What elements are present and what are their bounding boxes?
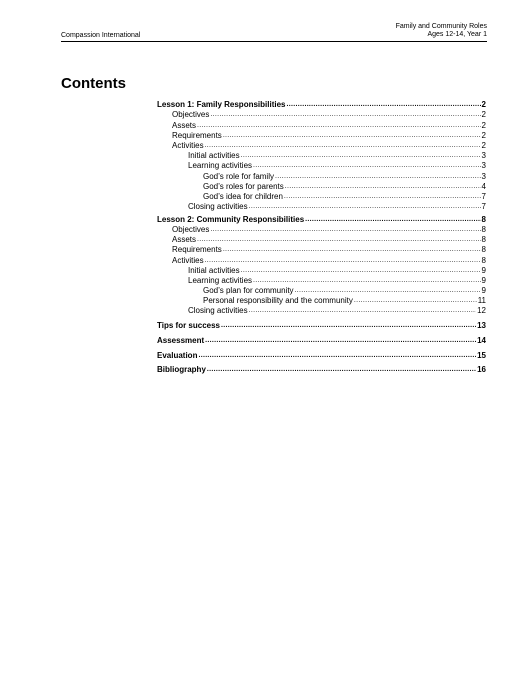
toc-entry-page-number: 3: [481, 151, 486, 161]
toc-dot-leader: [205, 141, 481, 151]
toc-dot-leader: [286, 100, 480, 110]
toc-entry-page-number: 9: [481, 265, 486, 275]
toc-entry-page-number: 3: [481, 161, 486, 171]
toc-dot-leader: [284, 192, 481, 202]
toc-entry[interactable]: [157, 306, 486, 316]
header-audience: Ages 12-14, Year 1: [427, 31, 487, 38]
toc-dot-leader: [253, 161, 481, 171]
toc-entry-page-number: 15: [477, 350, 486, 360]
toc-entry-label: God’s roles for parents: [203, 181, 284, 191]
toc-entry-page-number: 8: [481, 214, 486, 224]
toc-entry-page-number: 2: [481, 110, 486, 120]
toc-entry-label: Lesson 1: Family Responsibilities: [157, 100, 286, 110]
toc-entry[interactable]: [157, 350, 486, 360]
toc-entry-label: Initial activities: [188, 151, 240, 161]
toc-dot-leader: [205, 336, 476, 346]
toc-entry-label: Evaluation: [157, 350, 198, 360]
toc-entry[interactable]: [157, 296, 486, 306]
toc-entry-page-number: 9: [481, 275, 486, 285]
toc-entry-page-number: 12: [477, 306, 486, 316]
toc-entry[interactable]: [157, 321, 486, 331]
toc-entry[interactable]: [157, 245, 486, 255]
toc-dot-leader: [241, 266, 481, 276]
page-header: [61, 25, 487, 42]
toc-dot-leader: [249, 202, 481, 212]
toc-dot-leader: [305, 215, 480, 225]
toc-entry[interactable]: [157, 131, 486, 141]
header-doc-title: Family and Community Roles: [395, 23, 487, 30]
toc-dot-leader: [295, 286, 481, 296]
toc-dot-leader: [210, 225, 480, 235]
toc-entry[interactable]: [157, 141, 486, 151]
toc-entry[interactable]: [157, 215, 486, 225]
toc-dot-leader: [285, 182, 481, 192]
toc-entry-page-number: 2: [481, 130, 486, 140]
toc-entry-page-number: 2: [481, 120, 486, 130]
toc-entry-label: Bibliography: [157, 365, 206, 375]
toc-entry-page-number: 16: [477, 365, 486, 375]
toc-entry[interactable]: [157, 255, 486, 265]
toc-entry[interactable]: [157, 202, 486, 212]
toc-dot-leader: [249, 306, 477, 316]
toc-entry-label: Closing activities: [188, 306, 248, 316]
toc-entry[interactable]: [157, 100, 486, 110]
toc-entry-page-number: 14: [477, 335, 486, 345]
toc-dot-leader: [207, 365, 476, 375]
toc-entry[interactable]: [157, 171, 486, 181]
toc-entry-label: Objectives: [172, 224, 210, 234]
toc-entry-page-number: 8: [481, 235, 486, 245]
toc-entry-page-number: 3: [481, 171, 486, 181]
toc-entry-label: Assets: [172, 235, 197, 245]
toc-entry[interactable]: [157, 286, 486, 296]
toc-entry-label: Personal responsibility and the community: [203, 296, 353, 306]
toc-entry[interactable]: [157, 120, 486, 130]
toc-entry-label: Activities: [172, 140, 204, 150]
page-title: Contents: [61, 75, 126, 92]
toc-entry-page-number: 11: [477, 296, 486, 306]
toc-entry[interactable]: [157, 235, 486, 245]
toc-entry-label: Requirements: [172, 130, 222, 140]
table-of-contents: [157, 100, 486, 375]
toc-entry[interactable]: [157, 365, 486, 375]
toc-entry-page-number: 4: [481, 181, 486, 191]
toc-entry-label: Tips for success: [157, 321, 220, 331]
toc-entry-label: God’s plan for community: [203, 286, 294, 296]
toc-entry-page-number: 9: [481, 286, 486, 296]
toc-dot-leader: [205, 256, 481, 266]
toc-entry[interactable]: [157, 192, 486, 202]
toc-entry-page-number: 8: [481, 245, 486, 255]
toc-entry-page-number: 7: [481, 202, 486, 212]
toc-entry-label: Requirements: [172, 245, 222, 255]
toc-dot-leader: [223, 245, 481, 255]
toc-entry-label: Assets: [172, 120, 197, 130]
toc-entry-label: Activities: [172, 255, 204, 265]
toc-entry-label: Closing activities: [188, 202, 248, 212]
toc-entry[interactable]: [157, 266, 486, 276]
toc-entry-label: Lesson 2: Community Responsibilities: [157, 214, 305, 224]
toc-dot-leader: [221, 321, 476, 331]
toc-entry[interactable]: [157, 161, 486, 171]
toc-entry-page-number: 8: [481, 224, 486, 234]
toc-entry-label: God’s role for family: [203, 171, 274, 181]
toc-entry-label: Initial activities: [188, 265, 240, 275]
toc-entry-label: Learning activities: [188, 275, 253, 285]
toc-entry-page-number: 2: [481, 100, 486, 110]
toc-dot-leader: [197, 121, 481, 131]
toc-entry-label: Assessment: [157, 335, 205, 345]
toc-entry[interactable]: [157, 151, 486, 161]
toc-dot-leader: [253, 276, 481, 286]
toc-entry[interactable]: [157, 182, 486, 192]
toc-dot-leader: [241, 151, 481, 161]
toc-entry-page-number: 7: [481, 191, 486, 201]
toc-entry-label: Objectives: [172, 110, 210, 120]
toc-entry-page-number: 8: [481, 255, 486, 265]
header-organization: Compassion International: [61, 32, 141, 39]
toc-entry[interactable]: [157, 110, 486, 120]
toc-entry-page-number: 13: [477, 321, 486, 331]
toc-dot-leader: [197, 235, 481, 245]
toc-entry[interactable]: [157, 225, 486, 235]
header-right: [396, 23, 487, 39]
toc-entry-label: God’s idea for children: [203, 191, 283, 201]
toc-dot-leader: [354, 296, 477, 306]
toc-entry-page-number: 2: [481, 140, 486, 150]
toc-dot-leader: [198, 351, 476, 361]
toc-dot-leader: [275, 172, 481, 182]
toc-dot-leader: [210, 110, 480, 120]
toc-entry[interactable]: [157, 336, 486, 346]
toc-entry-label: Learning activities: [188, 161, 253, 171]
toc-entry[interactable]: [157, 276, 486, 286]
toc-dot-leader: [223, 131, 481, 141]
